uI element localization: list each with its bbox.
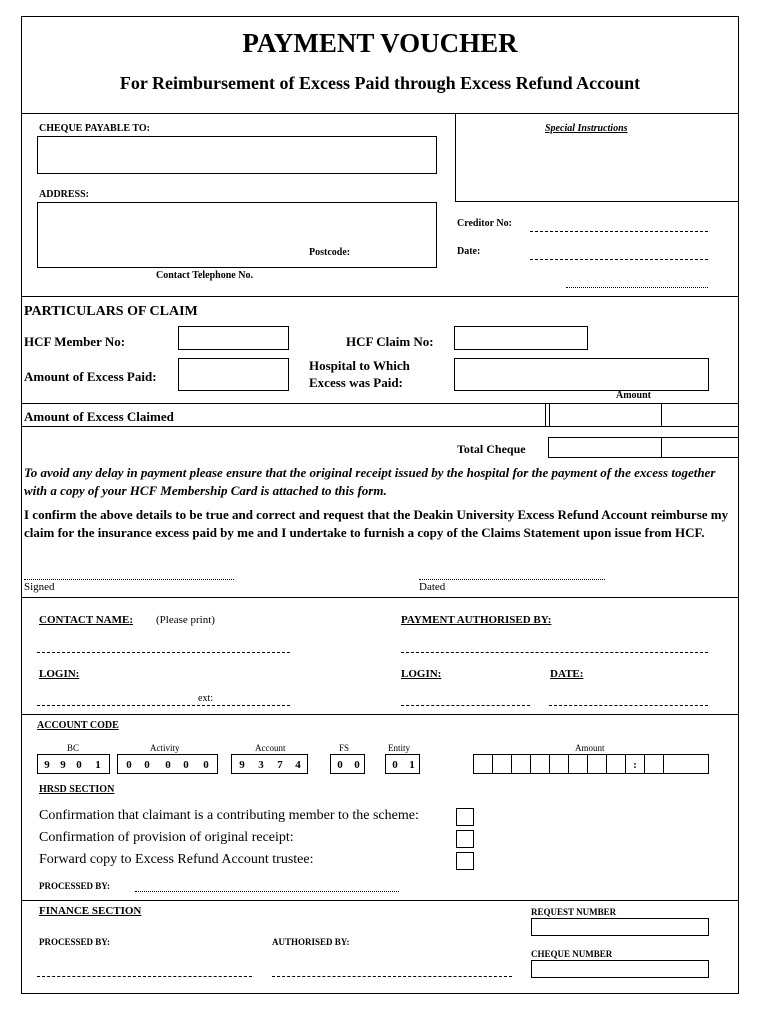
entity-digit: 1: [409, 759, 415, 771]
amount-cell[interactable]: [568, 754, 588, 774]
account-digit: 3: [258, 759, 264, 771]
bc-digit: 9: [44, 759, 50, 771]
claim-no-input[interactable]: [454, 326, 588, 350]
amount-header: Amount: [575, 743, 605, 753]
hrsd-processed-by-line[interactable]: [135, 891, 399, 892]
claim-no-label: HCF Claim No:: [346, 334, 434, 349]
excess-paid-input[interactable]: [178, 358, 289, 391]
hrsd-title: HRSD SECTION: [39, 784, 115, 795]
activity-digit: 0: [165, 759, 171, 771]
activity-digit: 0: [144, 759, 150, 771]
request-number-label: REQUEST NUMBER: [531, 907, 617, 917]
payment-authorised-label: PAYMENT AUTHORISED BY:: [401, 614, 552, 626]
finance-processed-by-label: PROCESSED BY:: [39, 937, 110, 947]
login-label: LOGIN:: [39, 668, 80, 680]
postcode-label: Postcode:: [309, 247, 351, 258]
declaration-text: I confirm the above details to be true and correct and request that the Deakin University Excess Refund Account reimburse my claim for the insurance excess paid by me and I undertake to furnish a copy of the Claims Statement upon issue from HCF.: [24, 507, 729, 540]
contact-name-line[interactable]: [37, 652, 290, 653]
divider: [545, 403, 546, 426]
hospital-label-line1: Hospital to Which: [309, 358, 410, 373]
entity-digit: 0: [392, 759, 398, 771]
hrsd-checkbox-2[interactable]: [456, 830, 474, 848]
finance-title: FINANCE SECTION: [39, 905, 142, 917]
date-line[interactable]: [530, 259, 708, 260]
divider: [21, 900, 739, 901]
login2-label: LOGIN:: [401, 668, 442, 680]
amount-separator: :: [633, 759, 637, 771]
special-instructions-area[interactable]: [456, 128, 738, 200]
creditor-no-line[interactable]: [530, 231, 708, 232]
amount-cell[interactable]: [549, 754, 569, 774]
activity-digit: 0: [126, 759, 132, 771]
excess-claimed-dollars[interactable]: [550, 404, 660, 425]
fs-digit: 0: [354, 759, 360, 771]
bc-digit: 1: [95, 759, 101, 771]
amount-cell[interactable]: [663, 754, 709, 774]
contact-phone-line[interactable]: [566, 287, 708, 288]
member-no-label: HCF Member No:: [24, 334, 126, 349]
total-cheque-dollars[interactable]: [548, 437, 662, 458]
amount-cell[interactable]: [511, 754, 531, 774]
hrsd-item-2: Confirmation of provision of original receipt:: [39, 830, 294, 845]
activity-header: Activity: [150, 743, 180, 753]
hrsd-item-3: Forward copy to Excess Refund Account trustee:: [39, 852, 314, 867]
login2-line[interactable]: [401, 705, 530, 706]
excess-claimed-label: Amount of Excess Claimed: [24, 409, 174, 424]
fs-header: FS: [339, 743, 350, 753]
hospital-label-line2: Excess was Paid:: [309, 375, 403, 390]
notice-text: To avoid any delay in payment please ensure that the original receipt issued by the hospital for the payment of the excess together with a copy of your HCF Membership Card is attached to this form.: [24, 465, 716, 498]
claim-section-title: PARTICULARS OF CLAIM: [24, 304, 198, 319]
hospital-input[interactable]: [454, 358, 709, 391]
divider: [21, 113, 739, 114]
contact-name-label: CONTACT NAME:: [39, 614, 134, 626]
address-input[interactable]: [37, 202, 437, 268]
please-print-note: (Please print): [156, 614, 215, 626]
bc-digit: 9: [60, 759, 66, 771]
divider: [21, 296, 739, 297]
divider: [21, 714, 739, 715]
account-digit: 7: [277, 759, 283, 771]
excess-paid-label: Amount of Excess Paid:: [24, 369, 157, 384]
dated-label: Dated: [419, 581, 446, 593]
ext-label: ext:: [198, 693, 213, 704]
divider: [21, 597, 739, 598]
bc-header: BC: [67, 743, 80, 753]
hrsd-checkbox-3[interactable]: [456, 852, 474, 870]
page-subtitle: For Reimbursement of Excess Paid through Excess Refund Account: [119, 73, 641, 93]
hrsd-item-1: Confirmation that claimant is a contributing member to the scheme:: [39, 808, 419, 823]
cheque-number-input[interactable]: [531, 960, 709, 978]
hrsd-checkbox-1[interactable]: [456, 808, 474, 826]
login-line[interactable]: [37, 705, 290, 706]
account-header: Account: [255, 743, 286, 753]
fs-digit: 0: [337, 759, 343, 771]
total-cheque-label: Total Cheque: [457, 442, 526, 456]
signature-line[interactable]: [24, 579, 234, 580]
amount-cell[interactable]: [492, 754, 512, 774]
amount-cell[interactable]: [606, 754, 626, 774]
cheque-payable-input[interactable]: [37, 136, 437, 174]
contact-phone-label: Contact Telephone No.: [156, 270, 253, 281]
amount-cell[interactable]: [530, 754, 550, 774]
account-digit: 9: [239, 759, 245, 771]
total-cheque-cents[interactable]: [661, 437, 739, 458]
excess-claimed-cents[interactable]: [662, 404, 738, 425]
request-number-input[interactable]: [531, 918, 709, 936]
hrsd-processed-by-label: PROCESSED BY:: [39, 881, 110, 891]
address-label: ADDRESS:: [39, 189, 90, 200]
date2-label: DATE:: [550, 668, 584, 680]
cheque-payable-label: CHEQUE PAYABLE TO:: [39, 123, 150, 134]
divider: [455, 201, 739, 202]
entity-header: Entity: [388, 743, 410, 753]
date2-line[interactable]: [549, 705, 708, 706]
amount-cell[interactable]: [473, 754, 493, 774]
payment-authorised-line[interactable]: [401, 652, 708, 653]
bc-digit: 0: [76, 759, 82, 771]
account-code-title: ACCOUNT CODE: [37, 720, 119, 731]
cheque-number-label: CHEQUE NUMBER: [531, 949, 613, 959]
amount-label: Amount: [616, 390, 652, 401]
signed-label: Signed: [24, 581, 55, 593]
finance-authorised-by-label: AUTHORISED BY:: [272, 937, 350, 947]
divider: [21, 426, 739, 427]
dated-line[interactable]: [419, 579, 605, 580]
creditor-no-label: Creditor No:: [457, 218, 512, 229]
amount-cell[interactable]: [644, 754, 664, 774]
account-digit: 4: [295, 759, 301, 771]
member-no-input[interactable]: [178, 326, 289, 350]
page-title: PAYMENT VOUCHER: [242, 28, 518, 58]
finance-processed-by-line[interactable]: [37, 976, 252, 977]
amount-cell[interactable]: [587, 754, 607, 774]
finance-authorised-by-line[interactable]: [272, 976, 512, 977]
activity-digit: 0: [183, 759, 189, 771]
activity-digit: 0: [203, 759, 209, 771]
date-label: Date:: [457, 246, 481, 257]
special-instructions-label: Special Instructions: [545, 123, 628, 134]
